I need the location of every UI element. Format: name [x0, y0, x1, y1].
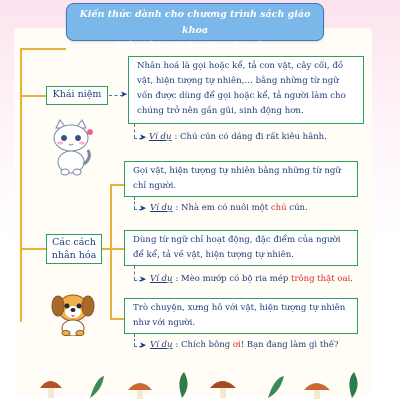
dashed-connector-example-2 [134, 197, 135, 209]
example-way-3 [150, 340, 339, 350]
label-khai-niem: Khái niệm [46, 86, 108, 105]
header-banner [66, 3, 324, 52]
header-line-1: Kiến thức dành cho chương trình sách giáo khoa [79, 9, 311, 36]
leaf-icon [349, 372, 357, 398]
example-prefix: Ví dụ [149, 132, 172, 142]
dashed-connector-example-1 [134, 124, 135, 138]
label-cac-cach-nhan-hoa [46, 234, 102, 264]
example-text: : Mèo mướp có bộ ria mép [175, 274, 292, 284]
connector-box1 [110, 184, 124, 186]
example-text-end: cún. [286, 203, 308, 213]
connector-main-vertical [20, 48, 22, 322]
example-text: : Chích bông [175, 340, 233, 350]
example-prefix: Ví dụ [150, 274, 173, 284]
connector-khai-niem [20, 95, 46, 97]
arrow-right-icon: ➤ [139, 204, 147, 214]
label-line-1: Các cách [52, 237, 96, 248]
example-highlight: trông thật oai [291, 274, 351, 284]
header-line-2: Kết nối tri thức với cuộc sống [116, 41, 274, 52]
mushroom-icon [128, 383, 152, 399]
arrow-right-icon: ➤ [139, 133, 147, 143]
example-highlight: ơi [232, 340, 241, 350]
leaf-icon [268, 376, 284, 398]
way-box-2: Dùng từ ngữ chỉ hoạt động, đặc điểm của người để kể, tả về vật, hiện tượng tự nhiên. [124, 230, 358, 266]
example-text: : Nhà em có nuôi một [175, 203, 271, 213]
way-box-3: Trò chuyện, xưng hô với vật, hiện tượng tự nhiên như với người. [124, 298, 358, 334]
example-text-end: ! Bạn đang làm gì thế? [240, 340, 339, 350]
dashed-connector-example-4 [134, 334, 135, 346]
example-prefix: Ví dụ [150, 340, 173, 350]
connector-top [20, 48, 66, 50]
dog-sticker-icon [50, 288, 96, 336]
arrow-right-icon: ➤ [139, 341, 147, 351]
connector-to-box2 [102, 248, 124, 250]
dashed-connector-example-3 [134, 266, 135, 280]
leaf-icon [179, 372, 187, 398]
definition-box: Nhân hoá là gọi hoặc kể, tả con vật, cây cối, đồ vật, hiện tượng tự nhiên,… bằng những từ ngữ vốn được dùng để gọi hoặc kể, tả người làm cho chúng trở nên gần gũi, sinh động hơn. [128, 56, 364, 124]
connector-cac-cach [20, 248, 46, 250]
leaf-icon [90, 376, 104, 398]
arrow-right-icon: ➤ [120, 90, 128, 100]
example-prefix: Ví dụ [150, 203, 173, 213]
example-text: : Chú cún có dáng đi rất kiêu hãnh. [174, 132, 327, 142]
decorative-plants-strip [0, 368, 400, 400]
connector-box3 [110, 318, 124, 320]
example-way-1 [150, 203, 308, 213]
way-box-1: Gọi vật, hiện tượng tự nhiên bằng những từ ngữ chỉ người. [124, 161, 358, 197]
example-highlight: chú [270, 203, 287, 213]
cat-sticker-icon [48, 118, 94, 176]
mushroom-icon [40, 381, 62, 398]
example-text-end: . [350, 274, 353, 284]
example-way-2 [150, 274, 353, 284]
example-khai-niem [149, 132, 327, 142]
connector-ways-vertical [110, 184, 112, 319]
mushroom-icon [304, 383, 330, 399]
label-line-2: nhân hóa [51, 250, 97, 261]
mushroom-icon [210, 381, 236, 398]
arrow-right-icon: ➤ [139, 275, 147, 285]
